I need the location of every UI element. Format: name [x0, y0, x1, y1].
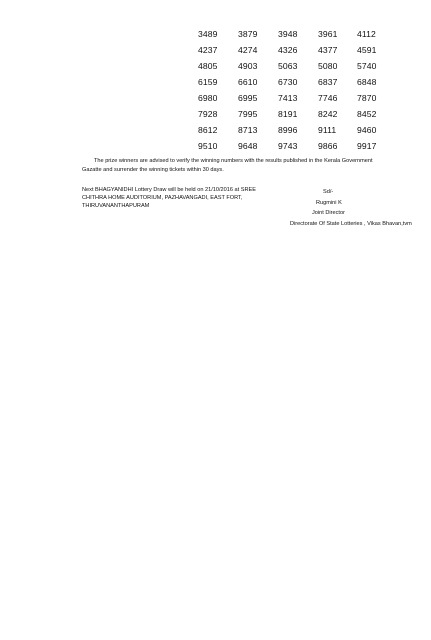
winning-numbers-table — [198, 26, 398, 154]
signatory-office: Directorate Of State Lotteries , Vikas Bhavan,tvm — [290, 220, 412, 227]
winning-number: 4237 — [198, 45, 218, 55]
winning-number: 7746 — [318, 93, 338, 103]
next-draw-line: Next BHAGYANIDHI Lottery Draw will be held on 21/10/2016 at SREE — [82, 187, 257, 193]
next-draw-info — [82, 187, 272, 210]
winning-number: 9917 — [357, 141, 377, 151]
notice-line: Gazatte and surrender the winning tickets within 30 days. — [82, 166, 224, 173]
winning-number: 8191 — [278, 109, 298, 119]
winning-number: 4326 — [278, 45, 298, 55]
winning-number: 7870 — [357, 93, 377, 103]
signature-block — [290, 187, 412, 229]
winning-number: 6730 — [278, 77, 298, 87]
table-row — [198, 74, 398, 90]
winning-number: 9111 — [318, 125, 337, 135]
table-row — [198, 122, 398, 138]
winning-number: 4805 — [198, 61, 218, 71]
table-row — [198, 90, 398, 106]
winning-number: 6848 — [357, 77, 377, 87]
winning-number: 7928 — [198, 109, 218, 119]
notice-line: The prize winners are advised to verify the winning numbers with the results published in the Kerala Government — [94, 158, 373, 164]
table-row — [198, 26, 398, 42]
winning-number: 9460 — [357, 125, 377, 135]
winning-number: 6610 — [238, 77, 258, 87]
winning-number: 6159 — [198, 77, 218, 87]
next-draw-line: THIRUVANANTHAPURAM — [82, 202, 150, 209]
winning-number: 5740 — [357, 61, 377, 71]
signatory-name: Rugmini K — [316, 199, 342, 206]
winning-number: 7413 — [278, 93, 298, 103]
winning-number: 9866 — [318, 141, 338, 151]
signatory-title: Joint Director — [312, 210, 345, 217]
winning-number: 4903 — [238, 61, 258, 71]
winning-number: 3948 — [278, 29, 298, 39]
winning-number: 6837 — [318, 77, 338, 87]
winning-number: 7995 — [238, 109, 258, 119]
winning-number: 9510 — [198, 141, 218, 151]
winning-number: 9743 — [278, 141, 298, 151]
winning-number: 3489 — [198, 29, 218, 39]
winning-number: 4591 — [357, 45, 377, 55]
table-row — [198, 106, 398, 122]
winning-number: 8713 — [238, 125, 258, 135]
table-row — [198, 58, 398, 74]
next-draw-line: CHITHRA HOME AUDITORIUM, PAZHAVANGADI, EAST FORT, — [82, 194, 243, 201]
winning-number: 3879 — [238, 29, 258, 39]
winning-number: 8996 — [278, 125, 298, 135]
winning-number: 3961 — [318, 29, 338, 39]
winning-number: 8612 — [198, 125, 218, 135]
table-row — [198, 138, 398, 154]
winning-number: 5080 — [318, 61, 338, 71]
winning-number: 6980 — [198, 93, 218, 103]
winning-number: 4274 — [238, 45, 258, 55]
winning-number: 9648 — [238, 141, 258, 151]
prize-winners-notice — [82, 157, 382, 174]
winning-number: 8452 — [357, 109, 377, 119]
table-row — [198, 42, 398, 58]
winning-number: 4377 — [318, 45, 338, 55]
winning-number: 5063 — [278, 61, 298, 71]
winning-number: 8242 — [318, 109, 338, 119]
winning-number: 6995 — [238, 93, 258, 103]
winning-number: 4112 — [357, 29, 376, 39]
signature-sd: Sd/- — [323, 189, 334, 195]
